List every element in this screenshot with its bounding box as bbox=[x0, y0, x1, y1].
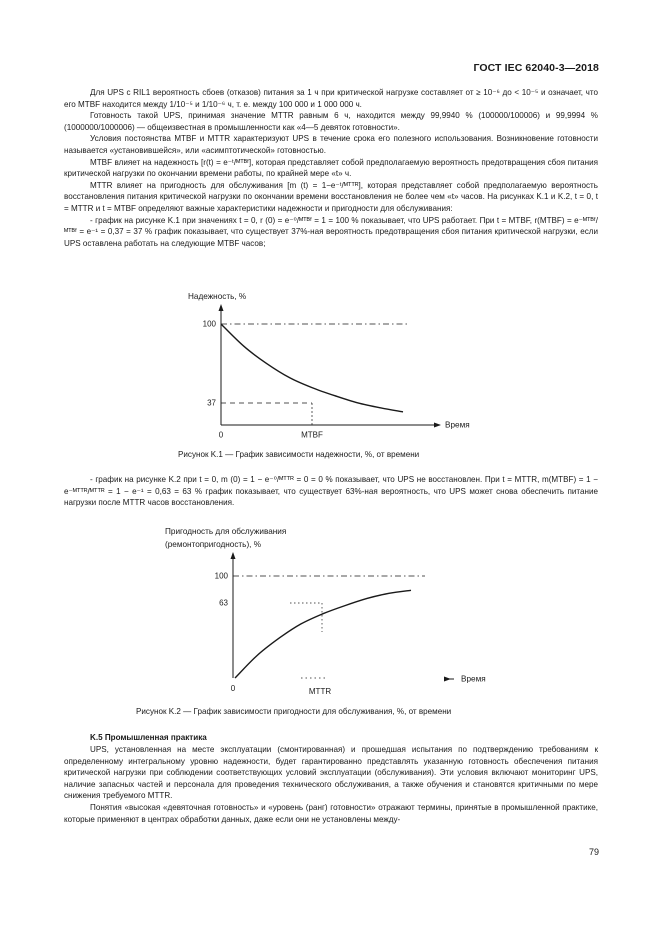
chart2-y-title-line1: Пригодность для обслуживания bbox=[165, 527, 287, 536]
section-heading: K.5 Промышленная практика bbox=[90, 733, 207, 742]
chart2-y-title-line2: (ремонтопригодность), % bbox=[165, 540, 262, 549]
paragraph: Готовность такой UPS, принимая значение MTTR равным 6 ч, находится между 99,9940 % (100000/100006) и 99,9994 % (1000000/1000006) — общеизвестная в промышленности как «4—5 девяток готовности». bbox=[64, 111, 598, 132]
figure1-caption: Рисунок K.1 — График зависимости надежности, %, от времени bbox=[178, 450, 420, 459]
standard-header: ГОСТ IEC 62040-3—2018 bbox=[473, 62, 599, 74]
chart1-tick-37: 37 bbox=[207, 398, 216, 408]
page-number: 79 bbox=[588, 847, 599, 857]
chart2-maintainability-curve bbox=[235, 590, 411, 678]
chart1-tick-mtbf: MTBF bbox=[301, 430, 323, 440]
chart1-x-title: Время bbox=[445, 420, 470, 430]
paragraph: Понятия «высокая «девяточная готовность» и «уровень (ранг) готовности» отражают термины, принятые в промышленной практике, которые применяют в центрах обработки данных, даже если они не установлены между- bbox=[64, 802, 598, 824]
chart2-x-title: Время bbox=[461, 674, 486, 684]
chart2-tick-0: 0 bbox=[230, 684, 236, 693]
paragraph: UPS, установленная на месте эксплуатации (смонтированная) и прошедшая испытания по подтверждению требованиям к определенному интегральному уровню надежности, будет гарантированно представлять указанную готовность обеспечения питания критической нагрузки при соблюдении соответствующих условий эксплуатации (обслуживания). Эти условия включают мониторинг UPS, наличие запасных частей и персонала для проведения технического обслуживания, а также обучения и становятся критичными по мере снижения требуемого MTTR. bbox=[64, 745, 598, 801]
chart1-tick-0: 0 bbox=[218, 430, 224, 440]
chart1-tick-100: 100 bbox=[202, 319, 216, 329]
paragraph: Для UPS с RIL1 вероятность сбоев (отказов) питания за 1 ч при критической нагрузке составляет от ≥ 10⁻⁶ до < 10⁻⁵ и означает, что его MTBF находится между 1/10⁻⁵ и 1/10⁻⁶ ч, т. е. между 100 000 и 1 000 000 ч. bbox=[64, 88, 598, 109]
chart2-tick-100: 100 bbox=[214, 571, 228, 581]
chart2-x-arrow bbox=[444, 677, 451, 682]
chart2-tick-63: 63 bbox=[219, 598, 228, 608]
chart2-y-arrow bbox=[231, 552, 236, 559]
paragraph: MTBF влияет на надежность [r(t) = e⁻ᵗ/ᴹᵀᴮᶠ], которая представляет собой предполагаемую вероятность предотвращения сбоя питания критической нагрузки по окончании времени работы, по крайней мере «t» ч. bbox=[64, 157, 598, 179]
figure2-caption: Рисунок K.2 — График зависимости пригодности для обслуживания, %, от времени bbox=[136, 707, 452, 716]
chart2-tick-mttr: MTTR bbox=[308, 687, 332, 696]
paragraph: - график на рисунке K.2 при t = 0, m (0) = 1 − e⁻⁰/ᴹᵀᵀᴿ = 0 = 0 % показывает, что UPS не восстановлен. При t = MTTR, m(MTBF) = 1 − e⁻ᴹᵀᵀᴿ/ᴹᵀᵀᴿ = 1 − e⁻¹ = 0,63 = 63 % график показывает, что существует 63%-ная вероятность, что UPS может снова обеспечить питание нагрузки после MTTR часов восстановления. bbox=[64, 475, 598, 508]
text-block-section bbox=[64, 744, 598, 825]
paragraph: Условия постоянства MTBF и MTTR характеризуют UPS в течение срока его полезного использования. Возникновение готовности называется «установившейся», или «асимптотической» готовностью. bbox=[64, 134, 598, 155]
chart1-y-title: Надежность, % bbox=[188, 292, 247, 301]
paragraph: - график на рисунке K.1 при значениях t = 0, r (0) = e⁻⁰/ᴹᵀᴮᶠ = 1 = 100 % показывает, что UPS работает. При t = MTBF, r(MTBF) = e⁻ᴹᵀᴮᶠ/ᴹᵀᴮᶠ = e⁻¹ = 0,37 = 37 % график показывает, что существует 37%-ная вероятность предотвращения сбоя питания критической нагрузки, если UPS оставлена работать на следующие MTBF часов; bbox=[64, 215, 598, 248]
paragraph: MTTR влияет на пригодность для обслуживания [m (t) = 1−e⁻ᵗ/ᴹᵀᵀᴿ], которая представляет собой предполагаемую вероятность восстановления питания критической нагрузки по окончании времени восстановления не более чем «t» часов. На рисунках K.1 и K.2, t = 0, t = MTTR и t = MTBF определяют важные характеристики надежности и пригодности для обслуживания: bbox=[64, 180, 598, 213]
